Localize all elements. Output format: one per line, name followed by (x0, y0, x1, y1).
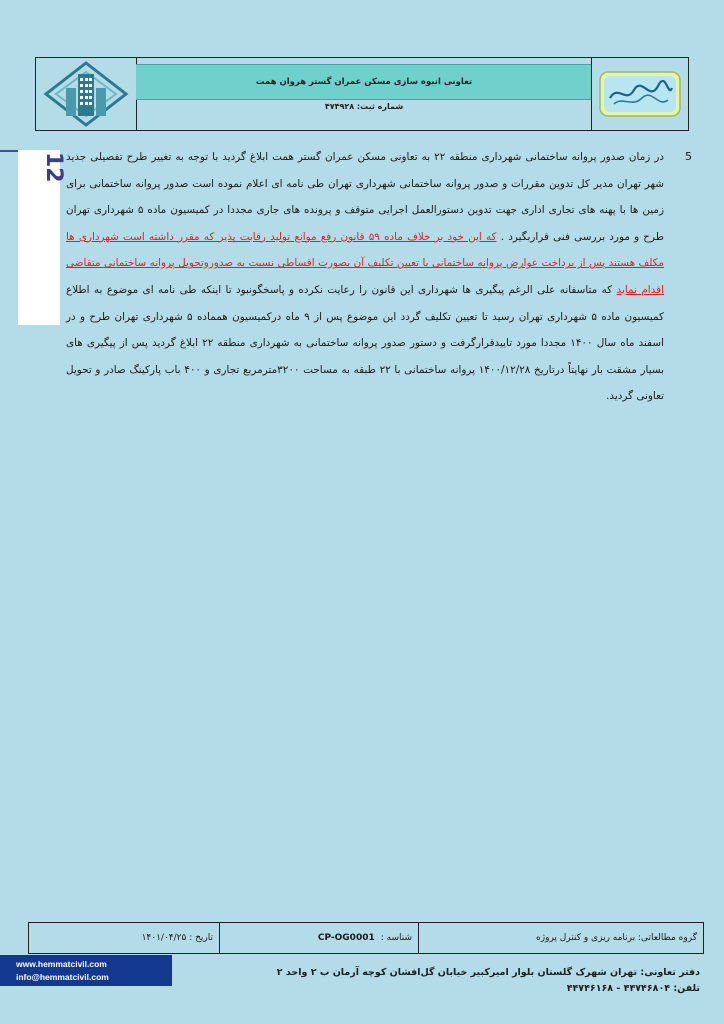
header-title: تعاونی انبوه سازی مسکن عمران گستر هروان همت (255, 77, 473, 87)
page-number: 12 (41, 152, 66, 183)
building-logo-icon (36, 58, 136, 130)
web-contact-box (0, 955, 172, 986)
phone-line: تلفن: ۴۴۷۴۶۸۰۴ - ۴۴۷۴۶۱۶۸ (566, 983, 700, 994)
header-logo-cell-right (591, 58, 688, 130)
address-line: دفتر تعاونی: تهران شهرک گلستان بلوار امیرکبیر خیابان گل‌افشان کوچه آرمان ب ۲ واحد ۲ (276, 967, 700, 978)
document-header (35, 57, 689, 131)
footer-date: تاریخ : ۱۴۰۱/۰۴/۲۵ (141, 933, 213, 943)
registration-number: شماره ثبت: ۴۷۴۹۲۸ (324, 102, 404, 111)
calligraphy-logo-icon (592, 58, 688, 130)
footer-info-table (28, 922, 704, 954)
footer-code-value: CP-OG0001 (317, 933, 375, 943)
body-text-part-1: در زمان صدور پروانه ساختمانی شهرداری منطقه ۲۲ به تعاونی مسکن عمران گستر همت ابلاغ گردید با توجه به تغییر طرح تفصیلی جدید شهر تهران مدیر کل تدوین مقررات و صدور پروانه ساختمانی شهرداری تهران طی نامه ای اعلام نموده است صدور پروانه ساختمانی برای زمین ها با پهنه های تجاری اداری جهت تدوین دستورالعمل اجرایی متوقف و پرونده های جاری مجددا در کمیسیون ماده ۵ شهرداری تهران طرح و مورد بررسی فنی قراربگیرد . (66, 151, 665, 243)
office-address (220, 965, 700, 997)
body-paragraph (66, 144, 692, 410)
item-number: 5 (685, 150, 692, 163)
footer-code-label: شناسه : (380, 933, 412, 943)
footer-group: گروه مطالعاتی: برنامه ریزی و کنترل پروژه (418, 923, 703, 953)
footer-contact (0, 955, 724, 1024)
header-title-band (136, 64, 592, 100)
highlighted-statement: که این خود بر خلاف ماده ۵۹ قانون رفع موانع تولید رقابت پذیر که مقرر داشته است شهرداری ها مکلف هستند پس از برداخت عوارض پروانه ساختمانی با تعیین تکلیف آن بصورت اقساطی نسبت به صدوروتحویل پروانه ساختمانی متقاضی اقدام نماید (66, 230, 664, 296)
website-link[interactable]: www.hemmatcivil.com (16, 959, 107, 969)
header-logo-cell-left (36, 58, 137, 130)
footer-code (219, 923, 418, 953)
body-text-part-2: که متاسفانه علی الرغم پیگیری ها شهرداری این قانون را رعایت نکرده و پاسخگونبود تا اینکه طی نامه ای موضوع به اطلاع کمیسیون ماده ۵ شهرداری تهران رسید تا تعیین تکلیف گردد این موضوع پس از ۹ ماه درکمیسیون همماده ۵ شهرداری تهران طرح و در اسفند ماه سال ۱۴۰۰ مجددا مورد تاییدقرارگرفت و دستور صدور پروانه ساختمانی به شهرداری منطقه ۲۲ ابلاغ گردید پس از پیگیری های بسیار مشقت بار نهایتاً درتاریخ ۱۴۰۰/۱۲/۲۸ پروانه ساختمانی با ۲۲ طبقه به مساحت ۳۲۰۰مترمربع تجاری و ۴۰۰ باب پارکینگ صادر و تحویل تعاونی گردید. (66, 283, 665, 403)
email-link[interactable]: info@hemmatcivil.com (16, 972, 109, 982)
